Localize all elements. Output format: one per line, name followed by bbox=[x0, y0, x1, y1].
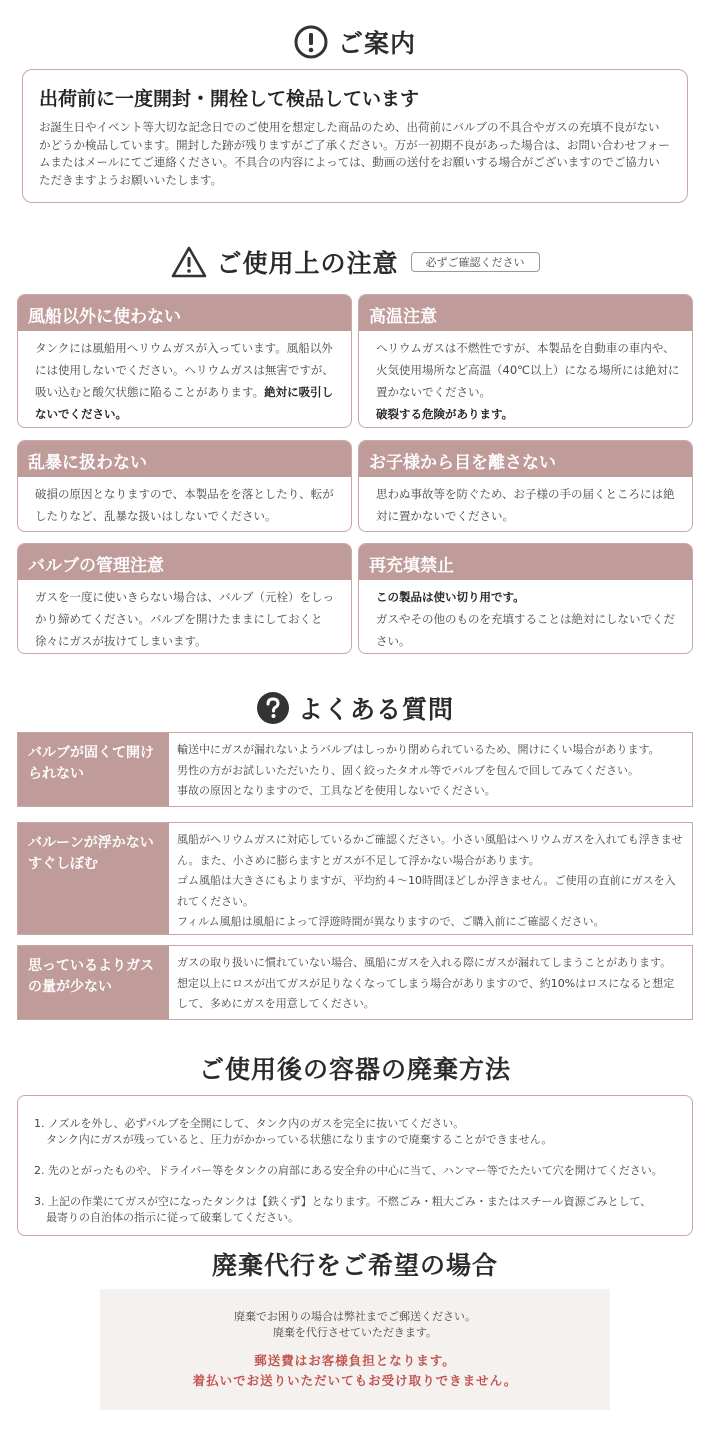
faq-answer bbox=[169, 946, 692, 1019]
warning-triangle-icon bbox=[170, 245, 208, 279]
caution-card-head: お子様から目を離さない bbox=[359, 441, 692, 477]
faq-answer-line: 男性の方がお試しいただいたり、固く絞ったタオル等でバルブを包んで回してみてください。 bbox=[177, 763, 639, 777]
agency-box bbox=[100, 1289, 610, 1410]
disposal-step-main: 3. 上記の作業にてガスが空になったタンクは【鉄くず】となります。不燃ごみ・粗大ごみ・またはスチール資源ごみとして、 bbox=[34, 1195, 652, 1208]
notice-body: お誕生日やイベント等大切な記念日でのご使用を想定した商品のため、出荷前にバルブの不具合やガスの充填不良がないかどうか検品しています。開封した跡が残りますがご了承ください。万が一初期不良があった場合は、お問い合わせフォームまたはメールにてご連絡ください。不具合の内容によっては、動画の送付をお願いする場合がございますのでご協力いただきますようお願いいたします。 bbox=[39, 120, 670, 187]
disposal-step bbox=[34, 1116, 678, 1148]
notice-box bbox=[22, 69, 688, 203]
faq-title: よくある質問 bbox=[297, 695, 454, 724]
agency-title: 廃棄代行をご希望の場合 bbox=[211, 1251, 498, 1280]
faq-answer bbox=[169, 823, 692, 934]
agency-line: 廃棄でお困りの場合は弊社までご郵送ください。 bbox=[234, 1310, 476, 1323]
caution-card-valve bbox=[17, 543, 352, 654]
agency-section-title bbox=[0, 1246, 710, 1282]
disposal-section-title bbox=[0, 1050, 710, 1086]
caution-card-head: バルブの管理注意 bbox=[18, 544, 351, 580]
caution-card-head: 風船以外に使わない bbox=[18, 295, 351, 331]
exclamation-circle-icon bbox=[294, 25, 328, 59]
confirm-badge: 必ずご確認ください bbox=[411, 252, 540, 272]
faq-question: 思っているよりガスの量が少ない bbox=[18, 946, 169, 1019]
caution-card-bold: 絶対に吸引しないでください。 bbox=[35, 385, 334, 421]
caution-card-text: タンクには風船用ヘリウムガスが入っています。風船以外には使用しないでください。ヘリウムガスは無害ですが、吸い込むと酸欠状態に陥ることがあります。 bbox=[35, 341, 334, 399]
caution-card-text: ガスやその他のものを充填することは絶対にしないでください。 bbox=[376, 612, 675, 648]
faq-item-balloon bbox=[17, 822, 693, 935]
faq-answer-line: ガスの取り扱いに慣れていない場合、風船にガスを入れる際にガスが漏れてしまうことがあります。 bbox=[177, 956, 672, 969]
faq-answer-line: フィルム風船は風船によって浮遊時間が異なりますので、ご購入前にご確認ください。 bbox=[177, 915, 605, 928]
caution-card-body: 思わぬ事故等を防ぐため、お子様の手の届くところには絶対に置かないでください。 bbox=[376, 487, 675, 523]
faq-item-gas-amount bbox=[17, 945, 693, 1020]
disposal-step bbox=[34, 1163, 678, 1179]
caution-card-body bbox=[359, 580, 692, 654]
disposal-step-main: 2. 先のとがったものや、ドライバー等をタンクの肩部にある安全弁の中心に当て、ハンマー等でたたいて穴を開けてください。 bbox=[34, 1164, 663, 1177]
disposal-title: ご使用後の容器の廃棄方法 bbox=[198, 1055, 511, 1084]
agency-warning-line: 着払いでお送りいただいてもお受け取りできません。 bbox=[192, 1373, 518, 1388]
notice-section-title bbox=[0, 22, 710, 62]
caution-card-no-refill bbox=[358, 543, 693, 654]
caution-title: ご使用上の注意 bbox=[216, 249, 399, 278]
faq-question: バルーンが浮かないすぐしぼむ bbox=[18, 823, 169, 934]
faq-answer bbox=[169, 733, 692, 806]
caution-card-body: 破損の原因となりますので、本製品をを落としたり、転がしたりなど、乱暴な扱いはしないでください。 bbox=[35, 487, 334, 523]
caution-card-body bbox=[359, 331, 692, 428]
faq-answer-line: 想定以上にロスが出てガスが足りなくなってしまう場合がありますので、約10%はロスになると想定して、多めにガスを用意してください。 bbox=[177, 976, 675, 1010]
caution-section-title bbox=[0, 240, 710, 284]
caution-card-body: ガスを一度に使いきらない場合は、バルブ（元栓）をしっかり締めてください。バルブを開けたままにしておくと徐々にガスが抜けてしまいます。 bbox=[35, 590, 334, 648]
disposal-step-sub: 最寄りの自治体の指示に従って破棄してください。 bbox=[46, 1211, 299, 1224]
caution-card-head: 高温注意 bbox=[359, 295, 692, 331]
faq-answer-line: 風船がヘリウムガスに対応しているかご確認ください。小さい風船はヘリウムガスを入れても浮きません。また、小さめに膨らますとガスが不足して浮かない場合があります。 bbox=[177, 833, 683, 867]
agency-warning bbox=[100, 1351, 610, 1391]
faq-answer-line: ゴム風船は大きさにもよりますが、平均約４〜10時間ほどしか浮きません。ご使用の直前にガスを入れてください。 bbox=[177, 874, 676, 908]
caution-card-bold: 破裂する危険があります。 bbox=[376, 407, 514, 421]
disposal-step-sub: タンク内にガスが残っていると、圧力がかかっている状態になりますので廃棄することができません。 bbox=[46, 1133, 553, 1146]
caution-card-children bbox=[358, 440, 693, 532]
faq-question: バルブが固くて開けられない bbox=[18, 733, 169, 806]
question-circle-icon bbox=[256, 691, 290, 725]
notice-heading: 出荷前に一度開封・開栓して検品しています bbox=[39, 88, 420, 110]
disposal-box bbox=[17, 1095, 693, 1236]
caution-card-head: 乱暴に扱わない bbox=[18, 441, 351, 477]
faq-section-title bbox=[0, 688, 710, 728]
caution-card-body bbox=[18, 331, 351, 428]
faq-answer-line: 輸送中にガスが漏れないようバルブはしっかり閉められているため、開けにくい場合があります。 bbox=[177, 743, 660, 756]
agency-warning-line: 郵送費はお客様負担となります。 bbox=[254, 1353, 456, 1368]
faq-answer-line: 事故の原因となりますので、工具などを使用しないでください。 bbox=[177, 784, 496, 797]
caution-card-text: ヘリウムガスは不燃性ですが、本製品を自動車の車内や、火気使用場所など高温（40℃以上）になる場所には絶対に置かないでください。 bbox=[376, 341, 680, 399]
faq-item-valve bbox=[17, 732, 693, 807]
disposal-step-main: 1. ノズルを外し、必ずバルブを全開にして、タンク内のガスを完全に抜いてください。 bbox=[34, 1117, 465, 1130]
caution-card-head: 再充填禁止 bbox=[359, 544, 692, 580]
caution-card-rough-handling bbox=[17, 440, 352, 532]
caution-card-no-other-use bbox=[17, 294, 352, 428]
notice-title: ご案内 bbox=[337, 29, 416, 58]
caution-card-bold: この製品は使い切り用です。 bbox=[376, 590, 525, 604]
agency-line: 廃棄を代行させていただきます。 bbox=[272, 1326, 438, 1339]
disposal-step bbox=[34, 1194, 678, 1226]
caution-card-high-temp bbox=[358, 294, 693, 428]
